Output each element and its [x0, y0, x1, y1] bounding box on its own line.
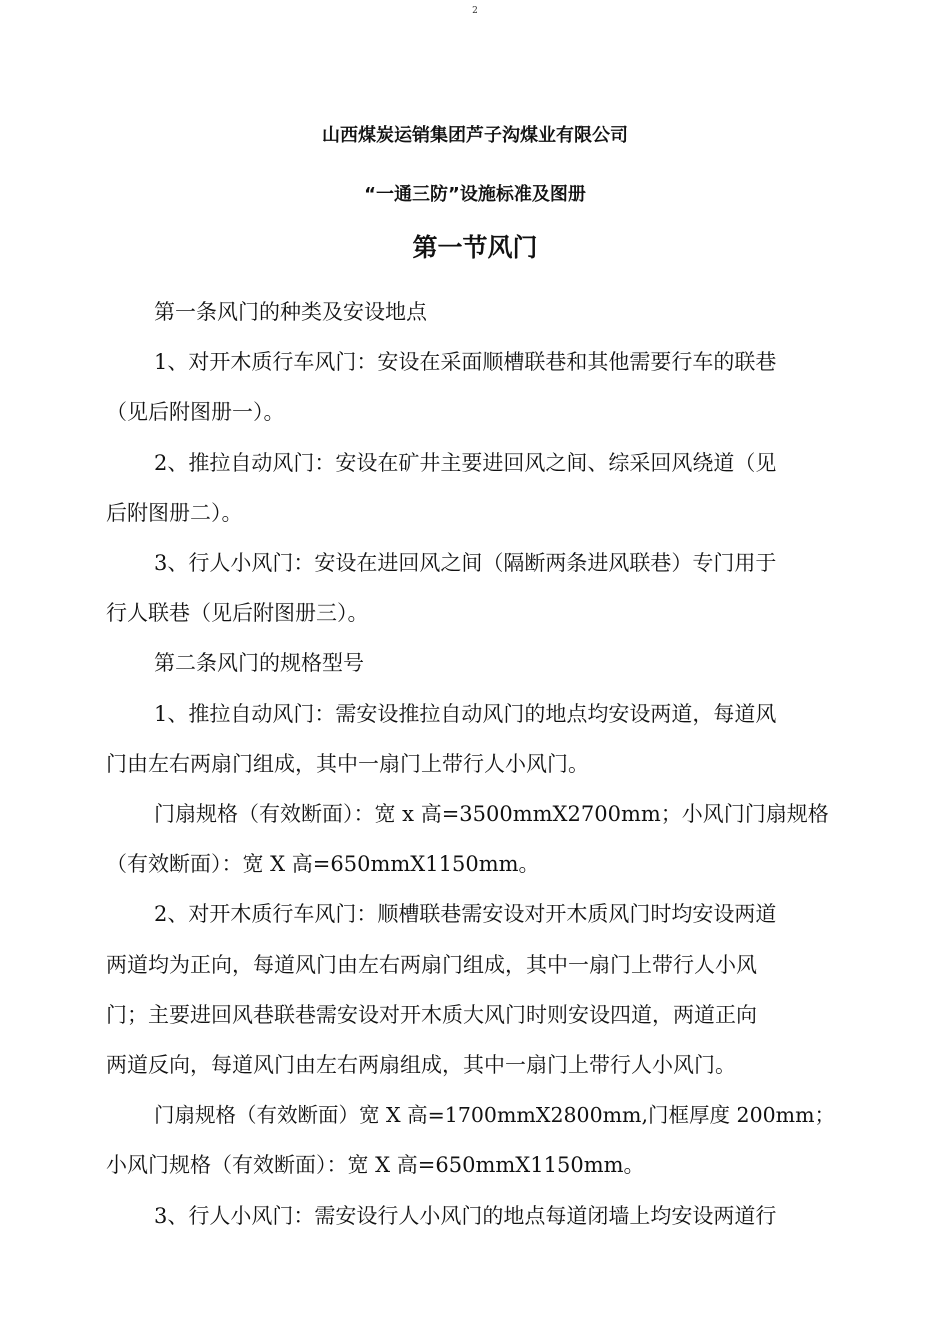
paragraph-line: 两道均为正向，每道风门由左右两扇门组成，其中一扇门上带行人小风 — [106, 952, 757, 977]
paragraph-line: 门由左右两扇门组成，其中一扇门上带行人小风门。 — [106, 751, 589, 776]
paragraph-line: 门；主要进回风巷联巷需安设对开木质大风门时则安设四道，两道正向 — [106, 1002, 757, 1027]
section-title: 第一节风门 — [412, 233, 538, 262]
paragraph-line: 门扇规格（有效断面）宽 X 高=1700mmX2800mm,门框厚度 200mm； — [154, 1103, 836, 1128]
paragraph-line: 3、行人小风门：安设在进回风之间（隔断两条进风联巷）专门用于 — [154, 551, 777, 576]
paragraph-line: 1、推拉自动风门：需安设推拉自动风门的地点均安设两道，每道风 — [154, 701, 777, 726]
paragraph-line: 后附图册二）。 — [106, 500, 243, 525]
article-heading: 第二条风门的规格型号 — [154, 651, 364, 676]
page-number: 2 — [472, 6, 478, 16]
paragraph-line: （有效断面）：宽 X 高=650mmX1150mm。 — [106, 852, 540, 877]
company-name: 山西煤炭运销集团芦子沟煤业有限公司 — [322, 125, 628, 146]
paragraph-line: 行人联巷（见后附图册三）。 — [106, 601, 369, 626]
paragraph-line: 3、行人小风门：需安设行人小风门的地点每道闭墙上均安设两道行 — [154, 1203, 777, 1228]
body-text — [106, 287, 848, 1241]
paragraph-line: 1、对开木质行车风门：安设在采面顺槽联巷和其他需要行车的联巷 — [154, 350, 777, 375]
paragraph-line: 2、对开木质行车风门：顺槽联巷需安设对开木质风门时均安设两道 — [154, 902, 777, 927]
paragraph-line: （见后附图册一）。 — [106, 400, 285, 425]
article-heading: 第一条风门的种类及安设地点 — [154, 300, 427, 324]
paragraph-line: 门扇规格（有效断面）：宽 x 高=3500mmX2700mm；小风门门扇规格 — [154, 802, 829, 827]
paragraph-line: 小风门规格（有效断面）：宽 X 高=650mmX1150mm。 — [106, 1153, 645, 1178]
paragraph-line: 两道反向，每道风门由左右两扇组成，其中一扇门上带行人小风门。 — [106, 1053, 736, 1078]
paragraph-line: 2、推拉自动风门：安设在矿井主要进回风之间、综采回风绕道（见 — [154, 450, 777, 475]
document-title: “一通三防”设施标准及图册 — [364, 184, 586, 205]
